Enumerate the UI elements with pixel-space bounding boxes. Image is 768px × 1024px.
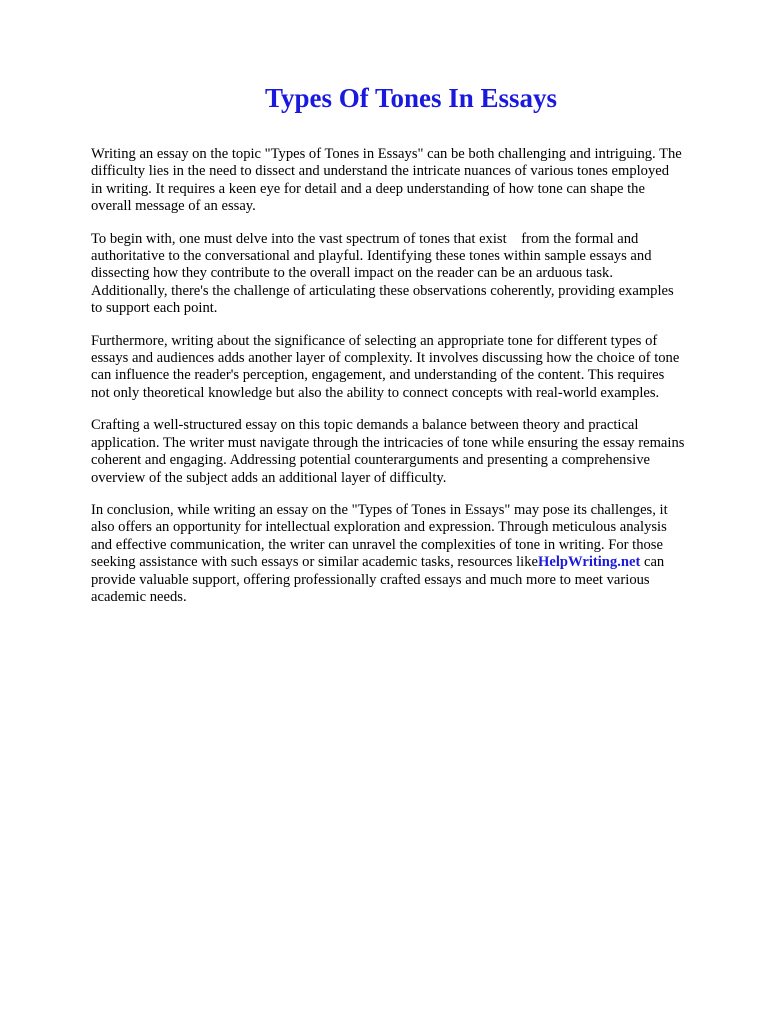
paragraph-2	[91, 231, 727, 318]
link-line-suffix: can	[640, 554, 665, 571]
paragraph-3-line-2: essays and audiences adds another layer of complexity. It involves discussing how the choice of tone	[91, 350, 680, 367]
paragraph-4	[91, 417, 727, 487]
paragraph-5-line-1: In conclusion, while writing an essay on the "Types of Tones in Essays" may pose its challenges, it	[91, 501, 668, 518]
paragraph-2-line-1: To begin with, one must delve into the vast spectrum of tones that exist from the formal and	[91, 230, 639, 247]
paragraph-3-line-1: Furthermore, writing about the significance of selecting an appropriate tone for different types of	[91, 332, 658, 349]
paragraph-1	[91, 146, 727, 216]
paragraph-4-line-2: application. The writer must navigate through the intricacies of tone while ensuring the essay remains	[91, 434, 685, 451]
paragraph-5	[91, 502, 727, 606]
paragraph-5-line-6: academic needs.	[91, 588, 187, 605]
paragraph-1-line-2: difficulty lies in the need to dissect and understand the intricate nuances of various tones employed	[91, 163, 670, 180]
paragraph-5-line-2: also offers an opportunity for intellectual exploration and expression. Through meticulous analysis	[91, 519, 667, 536]
paragraph-2-line-2: authoritative to the conversational and playful. Identifying these tones within sample essays and	[91, 248, 652, 265]
paragraph-5-line-4	[91, 554, 727, 571]
paragraph-2-line-5: to support each point.	[91, 300, 218, 317]
paragraph-2-line-4: Additionally, there's the challenge of articulating these observations coherently, providing examples	[91, 282, 674, 299]
paragraph-3-line-3: can influence the reader's perception, engagement, and understanding of the content. This requires	[91, 367, 665, 384]
paragraph-3-line-4: not only theoretical knowledge but also the ability to connect concepts with real-world examples.	[91, 384, 660, 401]
document-body	[91, 146, 727, 621]
paragraph-5-line-5: provide valuable support, offering professionally crafted essays and much more to meet various	[91, 571, 650, 588]
link-line-prefix: seeking assistance with such essays or similar academic tasks, resources like	[91, 554, 539, 571]
paragraph-1-line-1: Writing an essay on the topic "Types of Tones in Essays" can be both challenging and intriguing. The	[91, 146, 682, 162]
document-title: Types Of Tones In Essays	[264, 83, 558, 113]
helpwriting-link[interactable]: HelpWriting.net	[538, 554, 641, 571]
paragraph-1-line-3: in writing. It requires a keen eye for detail and a deep understanding of how tone can shape the	[91, 180, 645, 197]
paragraph-2-line-3: dissecting how they contribute to the overall impact on the reader can be an arduous task.	[91, 265, 613, 282]
paragraph-3	[91, 333, 727, 403]
paragraph-4-line-4: overview of the subject adds an additional layer of difficulty.	[91, 469, 447, 486]
paragraph-4-line-3: coherent and engaging. Addressing potential counterarguments and presenting a comprehensive	[91, 452, 650, 469]
paragraph-4-line-1: Crafting a well-structured essay on this topic demands a balance between theory and practical	[91, 417, 639, 434]
paragraph-1-line-4: overall message of an essay.	[91, 198, 256, 215]
paragraph-5-line-3: and effective communication, the writer can unravel the complexities of tone in writing. For those	[91, 536, 663, 553]
